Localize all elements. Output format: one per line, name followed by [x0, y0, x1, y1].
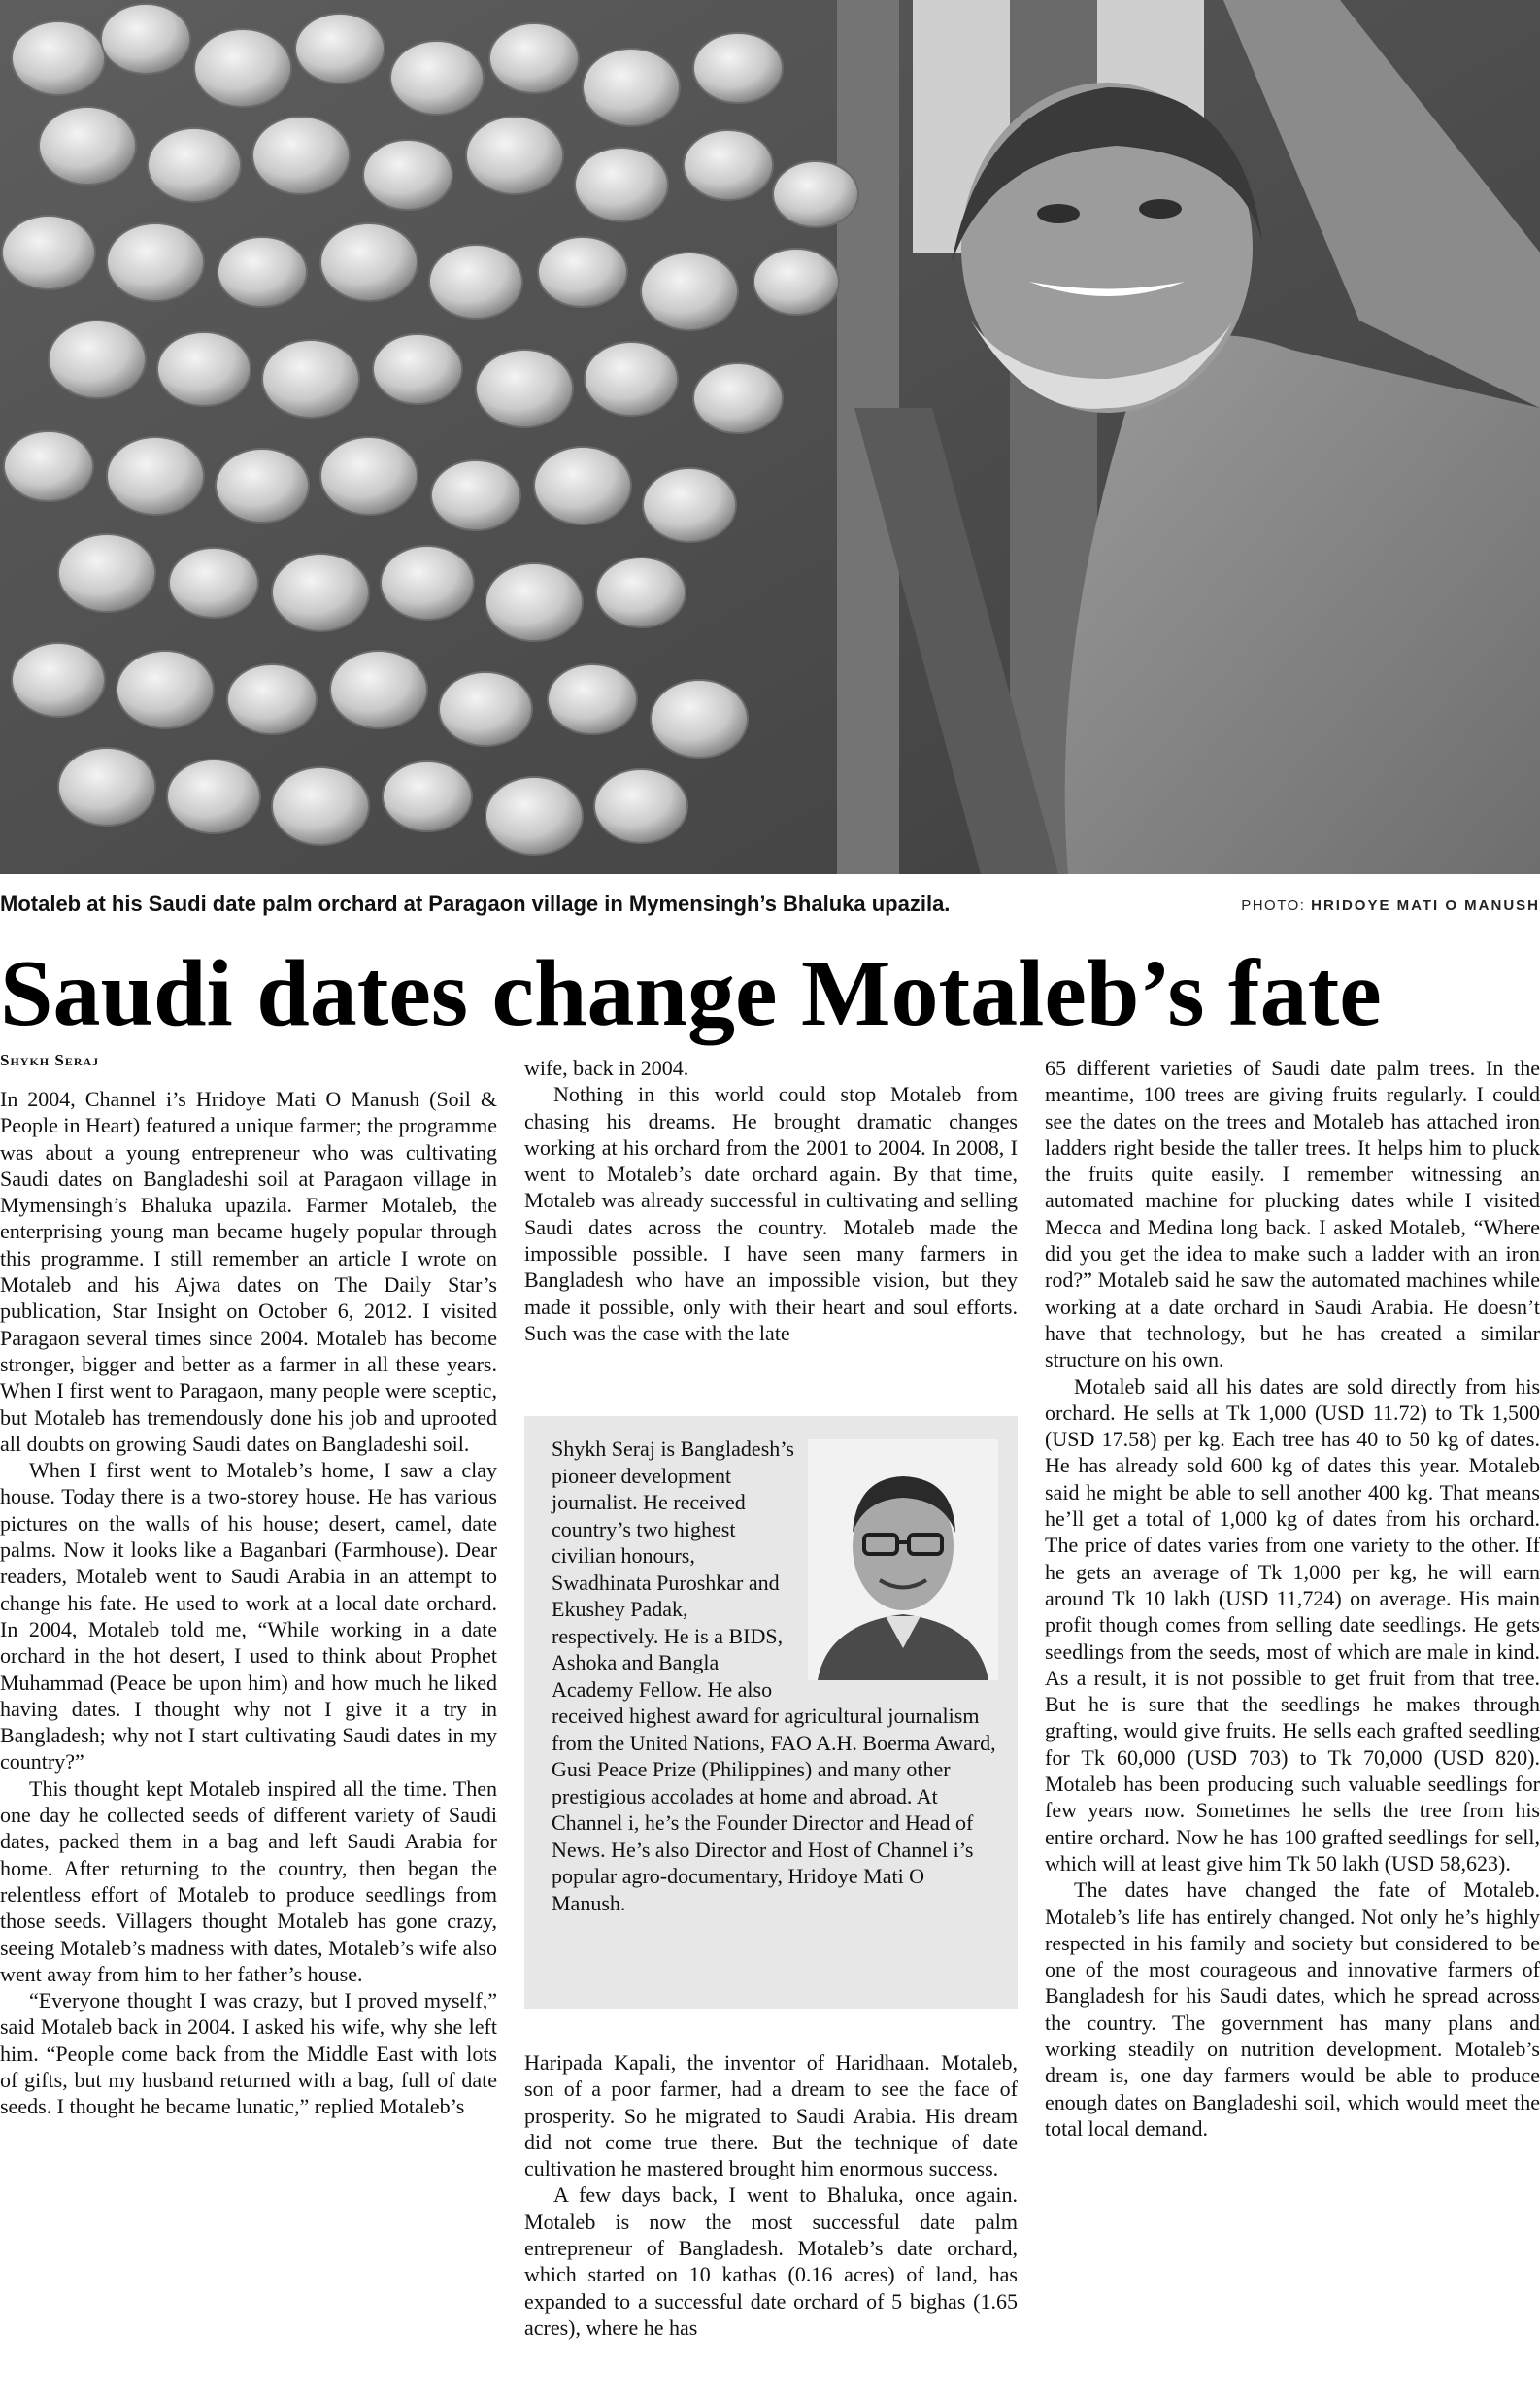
article-column-2-top: [524, 1055, 1018, 1385]
paragraph: 65 different varieties of Saudi date palm trees. In the meantime, 100 trees are giving fruits regularly. I could see the dates on the trees and Motaleb has attached iron ladders right beside the taller trees. It helps him to pluck the fruits quite easily. I remember witnessing an automated machine for plucking dates while I visited Mecca and Medina long back. I asked Motaleb, “Where did you get the idea to make such a ladder with an iron rod?” Motaleb said he saw the automated machines while working at a date orchard in Saudi Arabia. He doesn’t have that technology, but he has created a similar structure on his own.: [1045, 1056, 1540, 1372]
article-photo: [0, 0, 1540, 874]
photo-credit-name: HRIDOYE MATI O MANUSH: [1311, 897, 1540, 914]
article-byline: Shykh Seraj: [0, 1051, 100, 1069]
paragraph: Motaleb said all his dates are sold directly from his orchard. He sells at Tk 1,000 (USD 11.72) to Tk 1,500 (USD 17.58) per kg. Each tree has 40 to 50 kg of dates. He has already sold 600 kg of dates this year. Motaleb said he might be able to sell another 400 kg. That means he’ll get a total of 1,000 kg of dates from his orchard. The price of dates varies from one variety to the other. If he gets an average of Tk 1,000 per kg, he will earn around Tk 10 lakh (USD 11,724) on average. His main profit though comes from selling date seedlings. He gets seedlings from the seeds, most of which are male in kind. As a result, it is not possible to get fruit from that tree. But he is sure that the seedlings he makes through grafting, would give fruits. He sells each grafted seedling for Tk 60,000 (USD 703) to Tk 70,000 (USD 820). Motaleb has been producing such valuable seedlings for few years now. Sometimes he sells the tree from his entire orchard. Now he has 100 grafted seedlings for sell, which will at least give him Tk 50 lakh (USD 58,623).: [1045, 1373, 1540, 1875]
article-headline: Saudi dates change Motaleb’s fate: [0, 941, 1382, 1046]
paragraph: “Everyone thought I was crazy, but I proved myself,” said Motaleb back in 2004. I asked his wife, why she left him. “People come back from the Middle East with lots of gifts, but my husband returned with a bag, full of date seeds. I thought he became lunatic,” replied Motaleb’s: [0, 1988, 497, 2119]
paragraph: The dates have changed the fate of Motaleb. Motaleb’s life has entirely changed. Not only he’s highly respected in his family and society but considered to be one of the most courageous and innovative farmers of Bangladesh for his Saudi dates, which he spread across the country. The government has many plans and working steadily on nutrition development. Motaleb’s dream is, one day farmers would be able to produce enough dates on Bangladeshi soil, which would meet the total local demand.: [1045, 1877, 1540, 2141]
paragraph: When I first went to Motaleb’s home, I saw a clay house. Today there is a two-storey house. He has various pictures on the walls of his house; desert, camel, date palms. Now it looks like a Baganbari (Farmhouse). Dear readers, Motaleb went to Saudi Arabia in an attempt to change his fate. He used to work at a local date orchard. In 2004, Motaleb told me, “While working in a date orchard in the hot desert, I used to think about Prophet Muhammad (Peace be upon him) and how much he liked having dates. I thought why not I give it a try in Bangladesh; why not I start cultivating Saudi dates in my country?”: [0, 1458, 497, 1774]
paragraph: A few days back, I went to Bhaluka, once again. Motaleb is now the most successful date palm entrepreneur of Bangladesh. Motaleb’s date orchard, which started on 10 kathas (0.16 acres) of land, has expanded to a successful date orchard of 5 bighas (1.65 acres), where he has: [524, 2182, 1018, 2340]
paragraph: Nothing in this world could stop Motaleb from chasing his dreams. He brought dramatic changes working at his orchard from the 2001 to 2004. In 2008, I went to Motaleb’s date orchard again. By that time, Motaleb was already successful in cultivating and selling Saudi dates across the country. Motaleb made the impossible possible. I have seen many farmers in Bangladesh who have an impossible vision, but they made it possible, only with their heart and soul efforts. Such was the case with the late: [524, 1082, 1018, 1345]
photo-caption-row: [0, 892, 1540, 925]
author-bio-text: Shykh Seraj is Bangladesh’s pioneer development journalist. He received country’s two highest civilian honours, Swadhinata Puroshkar and Ekushey Padak, respectively. He is a BIDS, Ashoka and Bangla Academy Fellow. He also received highest award for agricultural journalism from the United Nations, FAO A.H. Boerma Award, Gusi Peace Prize (Philippines) and many other prestigious accolades at home and abroad. At Channel i, he’s the Founder Director and Head of News. He’s also Director and Host of Channel i’s popular agro-documentary, Hridoye Mati O Manush.: [552, 1436, 996, 1915]
photo-credit-label: PHOTO:: [1241, 897, 1306, 914]
paragraph: In 2004, Channel i’s Hridoye Mati O Manush (Soil & People in Heart) featured a unique farmer; the programme was about a young entrepreneur who was cultivating Saudi dates on Bangladeshi soil at Paragaon village in Mymensingh’s Bhaluka upazila. Farmer Motaleb, the enterprising young man became hugely popular through this programme. I still remember an article I wrote on Motaleb and his Ajwa dates on The Daily Star’s publication, Star Insight on October 6, 2012. I visited Paragaon several times since 2004. Motaleb has become stronger, bigger and better as a farmer in all these years. When I first went to Paragaon, many people were sceptic, but Motaleb has tremendously done his job and uprooted all doubts on growing Saudi dates on Bangladeshi soil.: [0, 1087, 497, 1456]
paragraph: Haripada Kapali, the inventor of Haridhaan. Motaleb, son of a poor farmer, had a dream to see the face of prosperity. So he migrated to Saudi Arabia. His dream did not come true there. But the technique of date cultivation he mastered brought him enormous success.: [524, 2050, 1018, 2181]
article-column-1: [0, 1086, 497, 2398]
paragraph: wife, back in 2004.: [524, 1056, 689, 1080]
photo-caption: Motaleb at his Saudi date palm orchard at Paragaon village in Mymensingh’s Bhaluka upazila.: [0, 892, 951, 916]
article-column-3: [1045, 1055, 1540, 2398]
author-bio-box: [524, 1416, 1018, 2009]
photo-credit: [1241, 897, 1540, 914]
article-column-2-bottom: [524, 2049, 1018, 2399]
date-palm-photo-illustration: [0, 0, 1540, 874]
paragraph: This thought kept Motaleb inspired all the time. Then one day he collected seeds of different variety of Saudi dates, packed them in a bag and left Saudi Arabia for home. After returning to the country, then began the relentless effort of Motaleb to produce seedlings from those seeds. Villagers thought Motaleb has gone crazy, seeing Motaleb’s madness with dates, Motaleb’s wife also went away from him to her father’s house.: [0, 1775, 497, 1986]
author-bio: [552, 1436, 998, 1916]
bio-portrait-spacer: [794, 1436, 998, 1686]
